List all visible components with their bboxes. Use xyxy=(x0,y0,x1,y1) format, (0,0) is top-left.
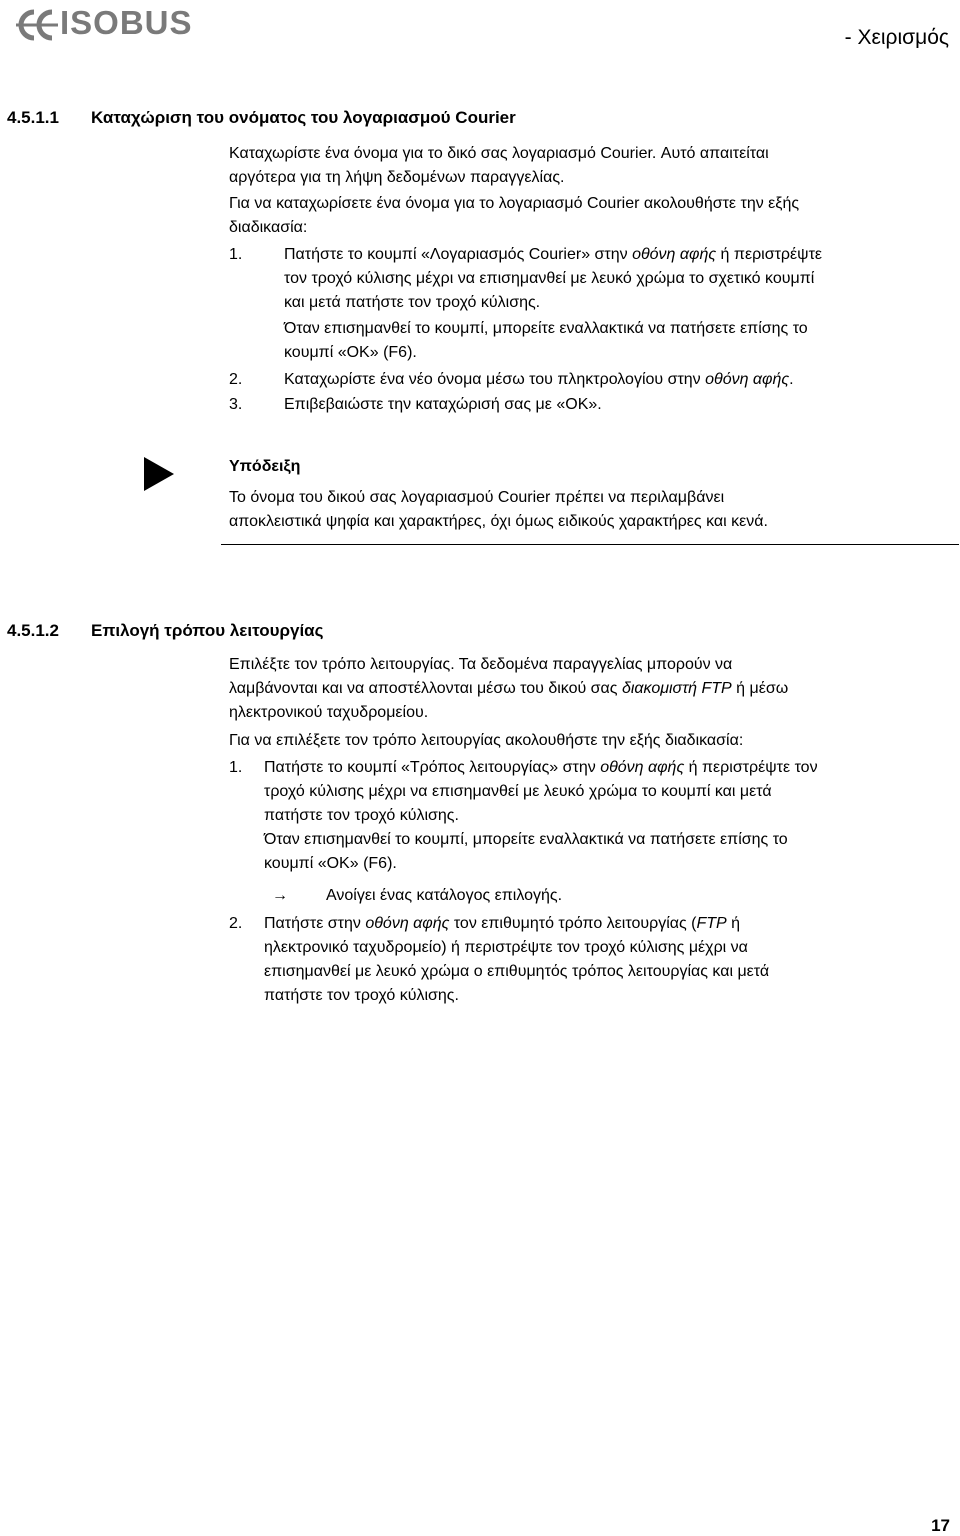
section1-procedure xyxy=(229,192,799,240)
step-text: Πατήστε το κουμπί «Λογαριασμός Courier» στην οθόνη αφής ή περιστρέψτε τον τροχό κύλισης μέχρι να επισημανθεί με λευκό χρώμα το σχετικό κουμπί και μετά πατήστε τον τροχό κύλισης. xyxy=(284,246,823,311)
section-heading-1 xyxy=(7,108,907,130)
step-text: Πατήστε στην οθόνη αφής τον επιθυμητό τρόπο λειτουργίας (FTP ή ηλεκτρονικό ταχυδρομείο) ή περιστρέψτε τον τροχό κύλισης μέχρι να επισημανθεί με λευκό χρώμα ο επιθυμητός τρόπος λειτουργίας και μετά πατήστε τον τροχό κύλισης. xyxy=(264,915,770,1004)
result-arrow-icon: → xyxy=(272,887,288,904)
section-title: Καταχώριση του ονόματος του λογαριασμού Courier xyxy=(91,108,516,127)
step-text: Επιβεβαιώστε την καταχώρισή σας με «OK». xyxy=(284,396,602,413)
page-number: 17 xyxy=(931,1516,950,1535)
hint-divider xyxy=(221,544,959,545)
section-number: 4.5.1.1 xyxy=(7,108,59,127)
step-number: 2. xyxy=(229,371,243,388)
hint-title: Υπόδειξη xyxy=(229,458,301,475)
section2-procedure: Για να επιλέξετε τον τρόπο λειτουργίας ακολουθήστε την εξής διαδικασία: xyxy=(229,732,744,749)
isobus-logo xyxy=(14,6,214,44)
section-heading-2 xyxy=(7,621,907,643)
procedure-line: διαδικασία: xyxy=(229,219,308,236)
step-number: 1. xyxy=(229,246,243,263)
logo-text: ISOBUS xyxy=(60,4,193,41)
section-title: Επιλογή τρόπου λειτουργίας xyxy=(91,621,324,640)
step-text: Πατήστε το κουμπί «Τρόπος λειτουργίας» στην οθόνη αφής ή περιστρέψτε τον τροχό κύλισης μέχρι να επισημανθεί με λευκό χρώμα το κουμπί και μετά πατήστε τον τροχό κύλισης. Όταν επισημανθεί το κουμπί, μπορείτε εναλλακτικά να πατήσετε επίσης το κουμπί «OK» (F6). xyxy=(264,759,818,872)
step-result: Ανοίγει ένας κατάλογος επιλογής. xyxy=(326,887,563,904)
section-number: 4.5.1.2 xyxy=(7,621,59,640)
step-number: 3. xyxy=(229,396,243,413)
hint-arrow-icon xyxy=(144,457,174,491)
step-number: 1. xyxy=(229,759,243,776)
intro-line: αργότερα για τη λήψη δεδομένων παραγγελίας. xyxy=(229,169,565,186)
procedure-line: Για να καταχωρίσετε ένα όνομα για το λογαριασμό Courier ακολουθήστε την εξής xyxy=(229,195,800,212)
chapter-title: - Χειρισμός xyxy=(844,26,949,49)
step-number: 2. xyxy=(229,915,243,932)
section2-intro: Επιλέξτε τον τρόπο λειτουργίας. Τα δεδομένα παραγγελίας μπορούν να λαμβάνονται και να αποστέλλονται μέσω του δικού σας διακομιστή FTP ή μέσω ηλεκτρονικού ταχυδρομείου. xyxy=(229,656,789,721)
step-text: Καταχωρίστε ένα νέο όνομα μέσω του πληκτρολογίου στην οθόνη αφής. xyxy=(284,371,794,388)
section1-intro xyxy=(229,142,769,190)
intro-line: Καταχωρίστε ένα όνομα για το δικό σας λογαριασμό Courier. Αυτό απαιτείται xyxy=(229,145,769,162)
step-alternative: Όταν επισημανθεί το κουμπί, μπορείτε εναλλακτικά να πατήσετε επίσης το κουμπί «OK» (F6). xyxy=(284,320,808,361)
hint-text: Το όνομα του δικού σας λογαριασμού Courier πρέπει να περιλαμβάνει αποκλειστικά ψηφία και χαρακτήρες, όχι όμως ειδικούς χαρακτήρες και κενά. xyxy=(229,489,768,530)
